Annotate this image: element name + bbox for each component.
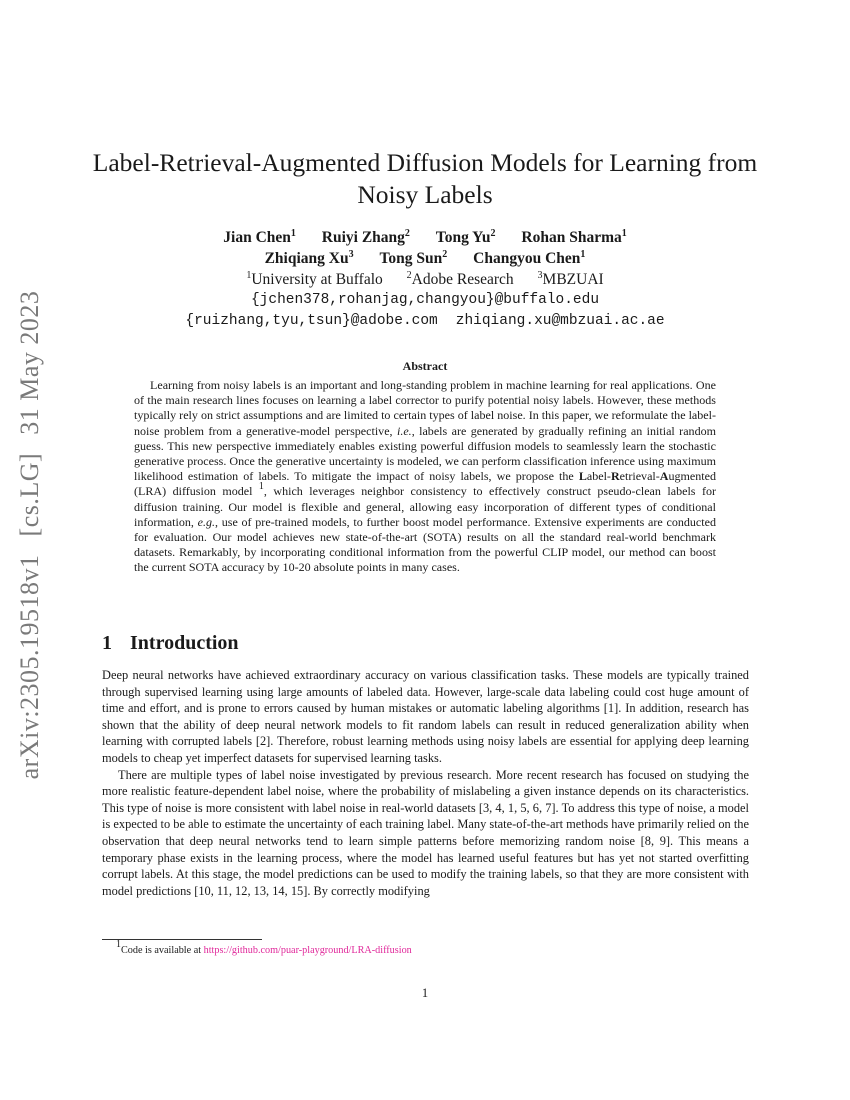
- footnote-mark: 1: [116, 939, 121, 950]
- author-row-2: [60, 248, 790, 269]
- author-block: [60, 227, 790, 332]
- email-mbzuai: zhiqiang.xu@mbzuai.ac.ae: [455, 313, 665, 329]
- email-line-2: [60, 311, 790, 332]
- footnote-divider: [102, 939, 262, 940]
- email-line-1: {jchen378,rohanjag,changyou}@buffalo.edu: [250, 292, 600, 308]
- abstract-text: Learning from noisy labels is an important and long-standing problem in machine learning for real applications. One of the main research lines focuses on learning a label corrector to purify potential noisy labels. However, these methods typically rely on strict assumptions and are limited to certain types of label noise. In this paper, we reformulate the label-noise problem from a generative-model perspective, i.e., labels are generated by gradually refining an initial random guess. This new perspective immediately enables existing powerful diffusion models to seamlessly learn the stochastic generative process. Once the generative uncertainty is modeled, we can perform classification inference using maximum likelihood estimation of labels. To mitigate the impact of noisy labels, we propose the Label-Retrieval-Augmented (LRA) diffusion model $^1$, which leverages neighbor consistency to effectively construct pseudo-clean labels for diffusion training. Our model is flexible and general, allowing easy incorporation of different types of conditional information, e.g., use of pre-trained models, to further boost model performance. Extensive experiments are conducted for evaluation. Our model achieves new state-of-the-art (SOTA) results on all the standard real-world benchmark datasets. Remarkably, by incorporating conditional information from the powerful CLIP model, our method can boost the current SOTA accuracy by 10-20 absolute points in many cases.: [134, 378, 717, 575]
- author: Rohan Sharma$^1$: [521, 228, 627, 246]
- section-number: 1: [102, 632, 112, 654]
- affiliation: $^1$University at Buffalo: [246, 270, 383, 288]
- author: Tong Yu$^2$: [435, 228, 496, 246]
- affiliation: $^3$MBZUAI: [537, 270, 604, 288]
- author: Ruiyi Zhang$^2$: [321, 228, 410, 246]
- author: Jian Chen$^1$: [223, 228, 296, 246]
- footnote-marker[interactable]: 1: [258, 481, 264, 493]
- footnote: [116, 939, 412, 957]
- author: Tong Sun$^2$: [379, 249, 448, 267]
- paragraph: There are multiple types of label noise investigated by previous research. More recent research has focused on studying the more realistic feature-dependent label noise, where the probability of mislabeling a given instance depends on its characteristics. This type of noise is more consistent with label noise in real-world datasets [3, 4, 1, 5, 6, 7]. To address this type of noise, a model is expected to be able to estimate the uncertainty of each training label. Many state-of-the-art methods have primarily relied on the observation that deep neural networks tend to learn simple patterns before memorizing random noise [8, 9]. This means a temporary phase exists in the learning process, where the model has learned useful features but has yet not started overfitting corrupt labels. At this stage, the model predictions can be used to modify the training labels, so that they are more consistent with model predictions [10, 11, 12, 13, 14, 15]. By correctly modifying: [102, 767, 749, 898]
- author-row-1: [60, 227, 790, 248]
- code-repository-link[interactable]: https://github.com/puar-playground/LRA-diffusion: [203, 945, 412, 956]
- arxiv-category: [cs.LG]: [15, 452, 44, 537]
- email-adobe: {ruizhang,tyu,tsun}@adobe.com: [185, 313, 438, 329]
- footnote-text: Code is available at: [121, 945, 204, 956]
- author: Zhiqiang Xu$^3$: [264, 249, 354, 267]
- arxiv-id: arXiv:2305.19518v1: [15, 554, 44, 780]
- affiliations: [60, 269, 790, 290]
- arxiv-date: 31 May 2023: [15, 290, 44, 435]
- section-title: Introduction: [130, 632, 239, 654]
- author: Changyou Chen$^1$: [473, 249, 586, 267]
- paper-title: Label-Retrieval-Augmented Diffusion Models for Learning from Noisy Labels: [92, 148, 758, 209]
- section-heading-introduction: [102, 632, 239, 655]
- page-number: 1: [421, 986, 429, 1000]
- abstract-heading: Abstract: [402, 359, 448, 373]
- paragraph: Deep neural networks have achieved extraordinary accuracy on various classification tasks. These models are typically trained through supervised learning using large amounts of labeled data. However, large-scale data labeling could cost huge amount of time and effort, and is prone to errors caused by human mistakes or automatic labeling algorithms [1]. In addition, research has shown that the ability of deep neural network models to fit random labels can result in reduced generalization ability when learning with corrupted labels [2]. Therefore, robust learning methods using noisy labels are essential for applying deep learning models to cheap yet imperfect datasets for supervised learning tasks.: [102, 668, 749, 765]
- introduction-body: [102, 667, 749, 899]
- affiliation: $^2$Adobe Research: [406, 270, 514, 288]
